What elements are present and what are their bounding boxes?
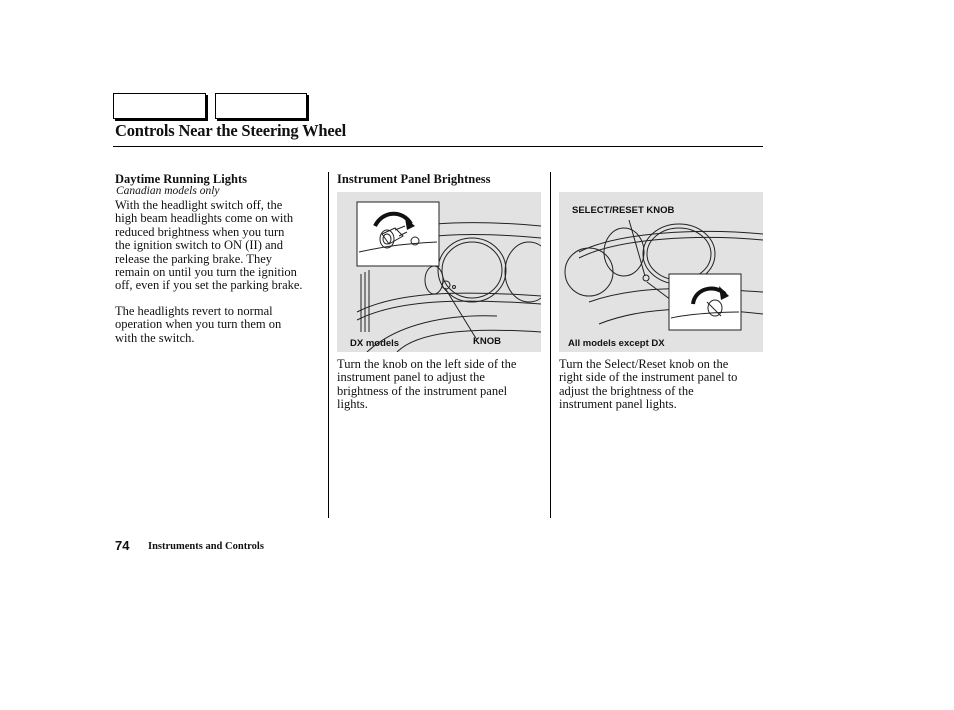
- dx-models-label: DX models: [350, 338, 400, 349]
- page-number: 74: [115, 538, 130, 553]
- column-divider-1: [328, 172, 329, 518]
- page-title: Controls Near the Steering Wheel: [115, 121, 346, 140]
- dx-instructions: Turn the knob on the left side of the instrument panel to adjust the brightness of the instrument panel lights.: [337, 357, 517, 412]
- nav-tab-2[interactable]: [215, 93, 307, 119]
- drl-heading: Daytime Running Lights: [115, 172, 247, 186]
- dx-dashboard-illustration: [337, 192, 541, 352]
- drl-paragraph-1: With the headlight switch off, the high beam headlights come on with reduced brightness when you turn the ignition switch to ON (II) and release the parking brake. They remain on until you turn the ignition off, even if you set the parking brake.: [115, 198, 303, 293]
- column-divider-2: [550, 172, 551, 518]
- select-reset-instructions: Turn the Select/Reset knob on the right side of the instrument panel to adjust the brightness of the instrument panel lights.: [559, 357, 738, 412]
- drl-subheading: Canadian models only: [116, 185, 220, 197]
- footer-section-title: Instruments and Controls: [148, 541, 264, 552]
- title-rule: [113, 146, 763, 147]
- nav-tab-1[interactable]: [113, 93, 206, 119]
- drl-paragraph-2: The headlights revert to normal operation when you turn them on with the switch.: [115, 304, 282, 345]
- knob-callout: KNOB: [473, 336, 501, 347]
- select-reset-dashboard-illustration: [559, 192, 763, 352]
- select-reset-knob-figure: [559, 192, 763, 352]
- all-models-except-dx-label: All models except DX: [568, 338, 665, 349]
- select-reset-knob-callout: SELECT/RESET KNOB: [572, 205, 675, 216]
- brightness-heading: Instrument Panel Brightness: [337, 172, 491, 186]
- dx-knob-figure: [337, 192, 541, 352]
